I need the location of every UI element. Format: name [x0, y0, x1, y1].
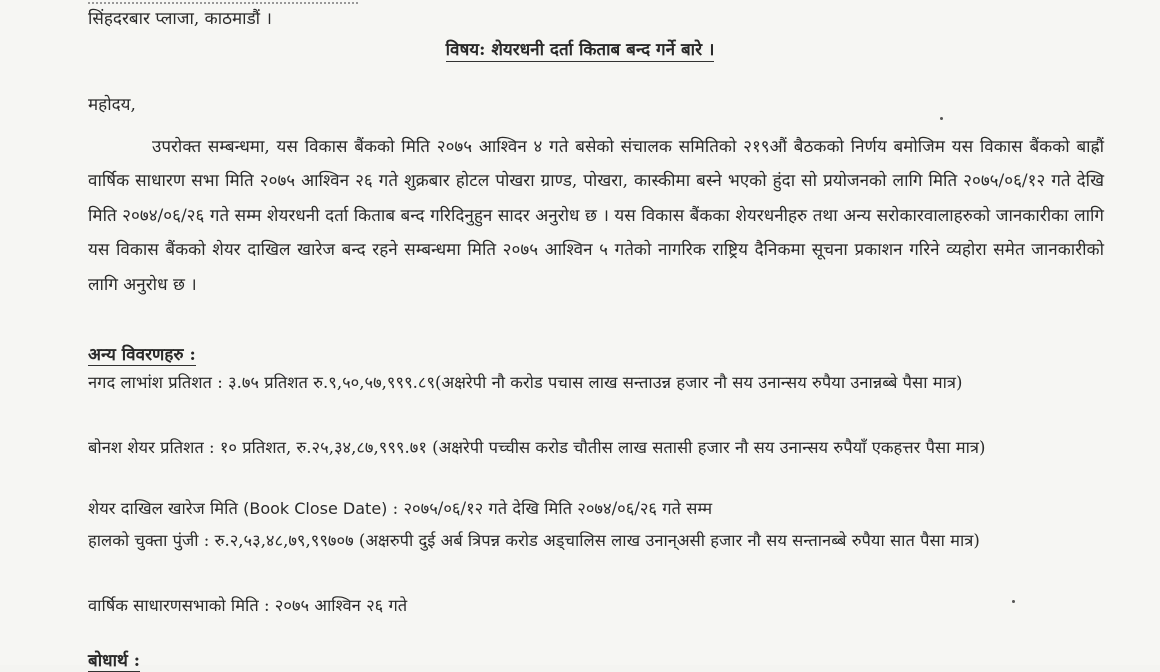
subject-line — [0, 37, 1160, 60]
book-close-value: : २०७५/०६/१२ गते देखि मिति २०७४/०६/२६ गते सम्म — [387, 499, 713, 518]
cropped-top-line — [88, 0, 358, 4]
salutation: महोदय, — [88, 95, 136, 115]
detail-paid-up-capital: हालको चुक्ता पुंजी : रु.२,५३,४८,७९,९९७०७ (अक्षरुपी दुई अर्ब त्रिपन्न करोड अड्चालिस लाख उनान्असी हजार नौ सय सन्तानब्बे रुपैया सात पैसा मात्र) — [88, 531, 980, 550]
bottom-heading: बोधार्थ : — [88, 648, 140, 672]
address-line: सिंहदरबार प्लाजा, काठमाडौं । — [88, 9, 272, 29]
detail-book-close — [88, 495, 1104, 522]
body-paragraph: उपरोक्त सम्बन्धमा, यस विकास बैंकको मिति २०७५ आश्विन ४ गते बसेको संचालक समितिको २१९औं बैठकको निर्णय बमोजिम यस विकास बैंकको बाह्रौं वार्षिक साधारण सभा मिति २०७५ आश्विन २६ गते शुक्रबार होटल पोखरा ग्राण्ड, पोखरा, कास्कीमा बस्ने भएको हुंदा सो प्रयोजनको लागि मिति २०७५/०६/१२ गते देखि मिति २०७४/०६/२६ गते सम्म शेयरधनी दर्ता किताब बन्द गरिदिनुहुन सादर अनुरोध छ । यस विकास बैंकका शेयरधनीहरु तथा अन्य सरोकारवालाहरुको जानकारीका लागि यस विकास बैंकको शेयर दाखिल खारेज बन्द रहने सम्बन्धमा मिति २०७५ आश्विन ५ गतेको नागरिक राष्ट्रिय दैनिकमा सूचना प्रकाशन गरिने व्यहोरा समेत जानकारीको लागि अनुरोध छ । — [88, 137, 1104, 295]
detail-cash-dividend: नगद लाभांश प्रतिशत : ३.७५ प्रतिशत रु.९,५०,५७,९९९.८९(अक्षरेपी नौ करोड पचास लाख सन्ताउन्न हजार नौ सय उनान्सय रुपैया उनान्नब्बे पैसा मात्र) — [88, 373, 963, 392]
detail-agm-date: वार्षिक साधारणसभाको मिति : २०७५ आश्विन २६ गते — [88, 596, 408, 615]
subject-text: विषय: शेयरधनी दर्ता किताब बन्द गर्ने बारे । — [445, 40, 715, 60]
detail-bonus-share: बोनश शेयर प्रतिशत : १० प्रतिशत, रु.२५,३४,८७,९९९.७१ (अक्षरेपी पच्चीस करोड चौतीस लाख सतासी हजार नौ सय उनान्सय रुपैयाँ एकहत्तर पैसा मात्र) — [88, 438, 986, 457]
scan-speck — [1012, 600, 1015, 603]
book-close-label-np: शेयर दाखिल खारेज मिति — [88, 499, 238, 518]
scan-speck — [940, 117, 943, 120]
section-title: अन्य विवरणहरु : — [88, 345, 196, 365]
book-close-label-en: (Book Close Date) — [243, 499, 388, 518]
